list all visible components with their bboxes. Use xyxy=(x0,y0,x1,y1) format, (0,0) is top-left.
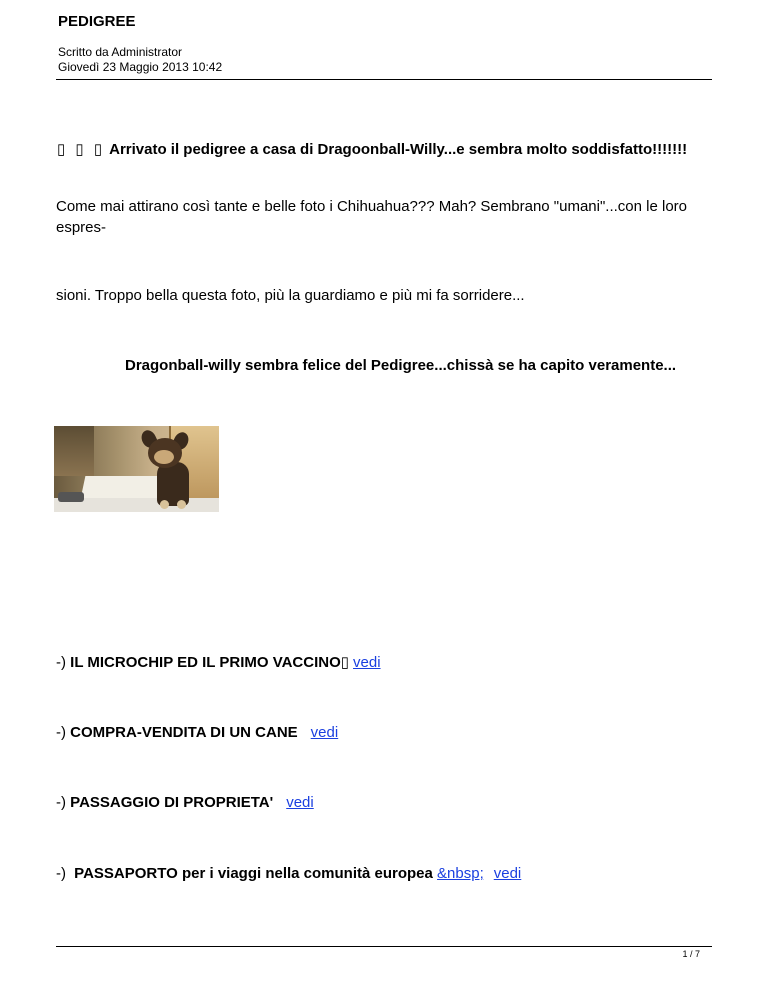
page-number: 1 / 7 xyxy=(682,949,700,959)
paragraph-continued: sioni. Troppo bella questa foto, più la guardiamo e più mi fa sorridere... xyxy=(56,287,525,304)
document-title: PEDIGREE xyxy=(58,13,136,30)
vedi-link-passaporto[interactable]: vedi xyxy=(493,865,522,882)
headline-text: Arrivato il pedigree a casa di Dragoonball-Willy...e sembra molto soddisfatto!!!!!!! xyxy=(109,141,688,158)
photo-caption: Dragonball-willy sembra felice del Pedigree...chissà se ha capito veramente... xyxy=(125,357,677,374)
footer-divider xyxy=(56,946,712,947)
list-bullet: -) xyxy=(56,724,66,741)
list-item-microchip xyxy=(56,653,381,671)
missing-glyph-icon: ▯ xyxy=(340,654,350,671)
list-item-label: IL MICROCHIP ED IL PRIMO VACCINO xyxy=(70,654,341,671)
list-item-compravendita xyxy=(56,724,338,741)
header-divider xyxy=(56,79,712,80)
list-bullet: -) xyxy=(56,654,66,671)
list-item-passaporto xyxy=(56,865,521,882)
date-line: Giovedì 23 Maggio 2013 10:42 xyxy=(58,60,223,74)
list-item-label: COMPRA-VENDITA DI UN CANE xyxy=(70,724,298,741)
list-bullet: -) xyxy=(56,865,66,882)
vedi-link-microchip[interactable]: vedi xyxy=(353,654,381,671)
paragraph-intro: Come mai attirano così tante e belle foto i Chihuahua??? Mah? Sembrano "umani"...con le loro espres- xyxy=(56,198,688,236)
nbsp-link[interactable]: &nbsp; xyxy=(437,865,484,882)
list-item-label: PASSAGGIO DI PROPRIETA' xyxy=(70,794,274,811)
article-headline xyxy=(57,140,687,158)
chihuahua-photo[interactable] xyxy=(54,426,219,512)
list-bullet: -) xyxy=(56,794,66,811)
missing-glyph-icons: ▯ ▯ ▯ xyxy=(57,141,106,158)
vedi-link-passaggio[interactable]: vedi xyxy=(286,794,314,811)
list-item-passaggio xyxy=(56,794,314,811)
list-item-label: PASSAPORTO per i viaggi nella comunità europea xyxy=(74,865,433,882)
author-line: Scritto da Administrator xyxy=(58,45,183,59)
vedi-link-compravendita[interactable]: vedi xyxy=(310,724,339,741)
